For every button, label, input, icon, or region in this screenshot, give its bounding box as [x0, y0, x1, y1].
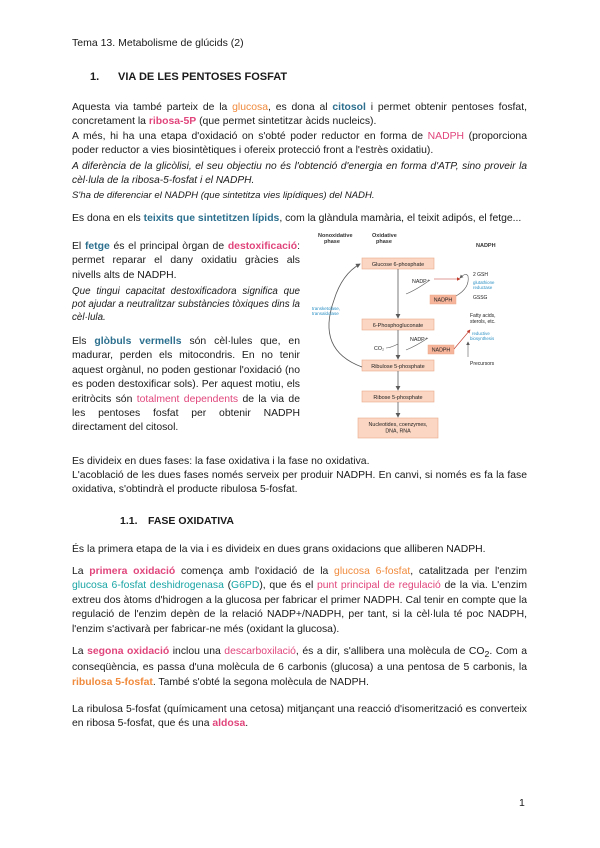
- nonoxidative-phase-label: [318, 233, 353, 245]
- pentose-pathway-figure: [310, 230, 528, 444]
- gssg-label: GSSG: [473, 295, 488, 301]
- first-stage-sentence: És la primera etapa de la via i es divideix en dues grans oxidacions que alliberen NADPH.: [72, 544, 486, 555]
- nadph2-link: [454, 330, 470, 349]
- fatty-acids-label: Fatty acids, sterols, etc.: [470, 313, 496, 325]
- section-1-number: 1.: [90, 71, 100, 83]
- oxidation-paragraph: A més, hi ha una etapa d'oxidació on s'obté poder reductor en forma de NADPH (proporciona poder reductor a vies biosintètiques i ofereix protecció front a l'estrès oxidatiu).: [72, 131, 527, 157]
- g6p-label: Glucose 6-phosphate: [371, 262, 425, 268]
- precursors-label: Precursors: [470, 361, 495, 367]
- section-1-1-heading: [120, 515, 234, 527]
- co2-curve: [386, 344, 398, 348]
- pg6-label: 6-Phosphogluconate: [372, 323, 424, 329]
- nadp2-label: NADP⁺: [410, 337, 428, 343]
- section-1-1-number: 1.1.: [120, 515, 138, 527]
- page-number: 1: [519, 797, 525, 809]
- reductive-label: reductive biosynthesis: [470, 331, 495, 341]
- transketolase-label: transketolase, transaldolase: [312, 306, 341, 316]
- note-detox: Que tingui capacitat destoxificadora significa que pot ajudar a neutralitzar substàncies tòxiques dins la cèl·lula.: [72, 286, 300, 324]
- liver-paragraph: El fetge és el principal òrgan de destoxificació: permet reparar el dany oxidatiu gràcies als nivells alts de NADPH.: [72, 241, 300, 281]
- nadph-top-label: NADPH: [476, 243, 496, 249]
- nadph1-label: NADPH: [433, 297, 453, 304]
- oxidative-phase-label: [372, 233, 397, 245]
- red-cells-paragraph: Els glòbuls vermells són cèl·lules que, en madurar, perden els mitocondris. En no tenir aquest orgànul, no poden gestionar l'oxidació (no es poden destoxificar sols). Per aquest motiu, els eritròcits són totalment dependents de la via de les pentoses fosfat per obtenir NADPH directament del citosol.: [72, 336, 300, 434]
- isomerization-paragraph: La ribulosa 5-fosfat (químicament una cetosa) mitjançant una reacció d'isomerització es converteix en ribosa 5-fosfat, que és una aldosa.: [72, 704, 527, 730]
- note-atp: A diferència de la glicòlisi, el seu objectiu no és l'obtenció d'energia en forma d'ATP, sino proveir la cèl·lula de la ribosa-5-fosfat i el NADPH.: [72, 161, 527, 186]
- section-1-heading: [90, 71, 287, 83]
- tissues-paragraph: Es dona en els teixits que sintetitzen lípids, com la glàndula mamària, el teixit adipós, el fetge...: [72, 213, 522, 224]
- ox-line1: Oxidative: [372, 233, 397, 239]
- nucleotides-label: Nucleotides, coenzymes, DNA, RNA: [368, 422, 428, 435]
- glutathione-label: glutathione reductase: [473, 280, 495, 290]
- phases-sentence: Es divideix en dues fases: la fase oxidativa i la fase no oxidativa.: [72, 456, 370, 467]
- note-nadph-nadh: S'ha de diferenciar el NADPH (que sintetitza vies lipídiques) del NADH.: [72, 190, 375, 201]
- section-1-1-title: FASE OXIDATIVA: [148, 515, 234, 527]
- second-oxidation-paragraph: La segona oxidació inclou una descarboxilació, és a dir, s'allibera una molècula de $CO_2$. Com a conseqüència, es passa d'una molècula de 6 carbonis (glucosa) a una pentosa de 5 carbonis, la ribulosa 5-fosfat. També s'obté la segona molècula de NADPH.: [72, 646, 527, 688]
- ox-line2: phase: [376, 239, 392, 245]
- first-oxidation-paragraph: La primera oxidació comença amb l'oxidació de la glucosa 6-fosfat, catalitzada per l'enzim glucosa 6-fosfat deshidrogenasa (G6PD), que és el punt principal de regulació de la via. L'enzim extreu dos àtoms d'hidrogen a la glucosa per fabricar el primer NADPH. Cal tenir en compte que la regulació de l'enzim depèn de la relació NADP+/NADPH, per tant, si la cèl·lula té poc NADPH, l'enzim s'activarà per fabricar-ne més (oxidant la glucosa).: [72, 566, 528, 635]
- nonox-line2: phase: [324, 239, 340, 245]
- nadp1-label: NADP⁺: [412, 279, 430, 285]
- nadph2-label: NADPH: [431, 347, 451, 354]
- nadph1-loop: [456, 274, 468, 296]
- nonox-line1: Nonoxidative: [318, 233, 353, 239]
- co2-label: CO₂: [374, 346, 385, 352]
- coupling-paragraph: L'acoblació de les dues fases només serveix per produir NADPH. En canvi, si només es fa la fase oxidativa, s'obtindrà el producte ribulosa 5-fosfat.: [72, 470, 527, 496]
- two-gsh-label: 2 GSH: [473, 272, 489, 278]
- running-header: Tema 13. Metabolisme de glúcids (2): [72, 37, 244, 49]
- ru5p-label: Ribulose 5-phosphate: [371, 364, 425, 370]
- section-1-title: VIA DE LES PENTOSES FOSFAT: [118, 71, 288, 83]
- intro-paragraph: Aquesta via també parteix de la glucosa, es dona al citosol i permet obtenir pentoses fosfat, concretament la ribosa-5P (que permet sintetitzar àcids nucleics).: [72, 102, 527, 128]
- r5p-label: Ribose 5-phosphate: [373, 395, 423, 401]
